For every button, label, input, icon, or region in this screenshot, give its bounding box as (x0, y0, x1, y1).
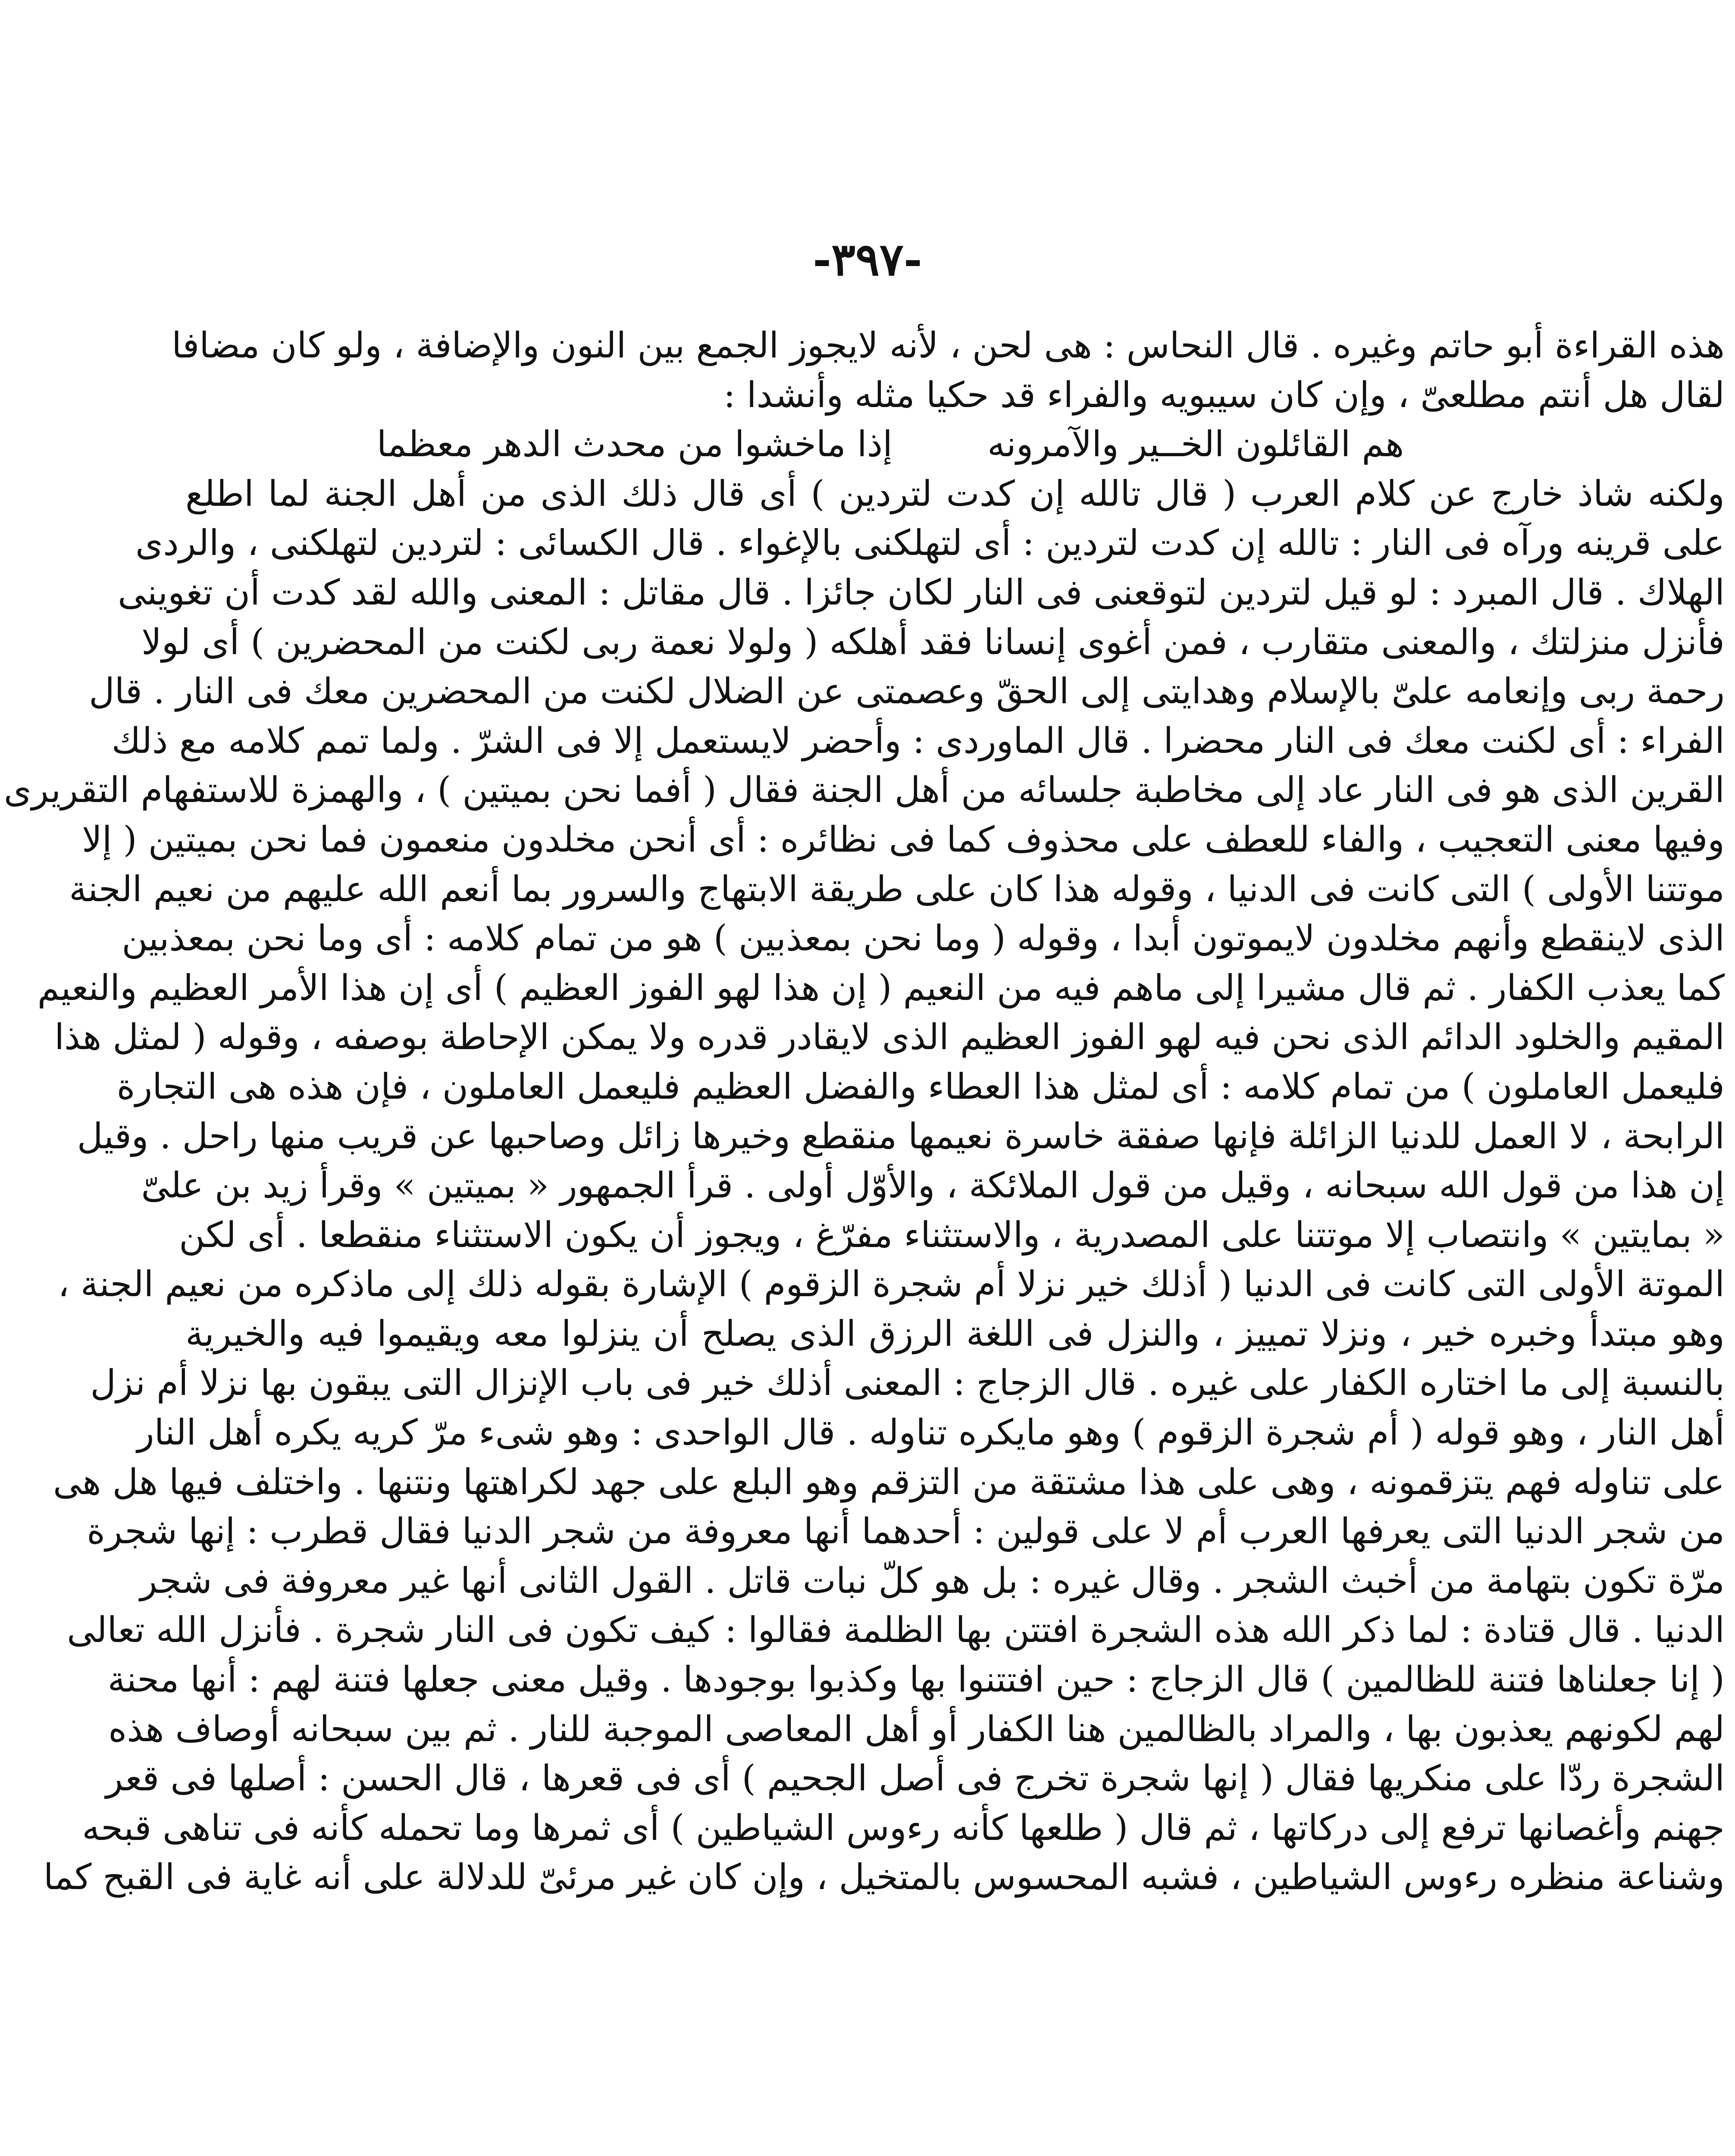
body-text (3, 321, 1725, 1902)
text-line: رحمة ربى وإنعامه علىّ بالإسلام وهدايتى إلى الحقّ وعصمتى عن الضلال لكنت من المحضرين معك فى النار . قال (89, 671, 1725, 712)
text-line: مرّة تكون بتهامة من أخبث الشجر . وقال غيره : بل هو كلّ نبات قاتل . القول الثانى أنها غير معروفة فى شجر (140, 1560, 1725, 1601)
text-line: وفيها معنى التعجيب ، والفاء للعطف على محذوف كما فى نظائره : أى أنحن مخلدون منعمون فما نحن بميتين ( إلا (82, 819, 1725, 860)
text-line: على تناوله فهم يتزقمونه ، وهى على هذا مشتقة من التزقم وهو البلع على جهد لكراهتها ونتنها . واختلف فيها هل هى (53, 1461, 1725, 1503)
text-line: وشناعة منظره رءوس الشياطين ، فشبه المحسوس بالمتخيل ، وإن كان غير مرئىّ للدلالة على أنه غاية فى القبح كما (43, 1857, 1725, 1898)
text-line: كما يعذب الكفار . ثم قال مشيرا إلى ماهم فيه من النعيم ( إن هذا لهو الفوز العظيم ) أى إن هذا الأمر العظيم والنعيم (37, 967, 1725, 1009)
text-line: موتتنا الأولى ) التى كانت فى الدنيا ، وقوله هذا كان على طريقة الابتهاج والسرور بما أنعم الله عليهم من نعيم الجنة (69, 868, 1725, 910)
text-line: من شجر الدنيا التى يعرفها العرب أم لا على قولين : أحدهما أنها معروفة من شجر الدنيا فقال قطرب : إنها شجرة (87, 1511, 1725, 1552)
text-line: إن هذا من قول الله سبحانه ، وقيل من قول الملائكة ، والأوّل أولى . قرأ الجمهور « بميتين » وقرأ زيد بن علىّ (141, 1165, 1725, 1206)
text-line: جهنم وأغصانها ترفع إلى دركاتها ، ثم قال ( طلعها كأنه رءوس الشياطين ) أى ثمرها وما تحمله كأنه فى تناهى قبحه (82, 1807, 1725, 1849)
text-line: وهو مبتدأ وخبره خير ، ونزلا تمييز ، والنزل فى اللغة الرزق الذى يصلح أن ينزلوا معه ويقيموا فيه والخيرية (185, 1313, 1725, 1354)
text-line: فأنزل منزلتك ، والمعنى متقارب ، فمن أغوى إنسانا فقد أهلكه ( ولولا نعمة ربى لكنت من المحضرين ) أى لولا (141, 621, 1725, 663)
text-line: ولكنه شاذ خارج عن كلام العرب ( قال تالله إن كدت لتردين ) أى قال ذلك الذى من أهل الجنة لما اطلع (185, 473, 1725, 514)
text-line: فليعمل العاملون ) من تمام كلامه : أى لمثل هذا العطاء والفضل العظيم فليعمل العاملون ، فإن هذه هى التجارة (116, 1066, 1725, 1107)
text-line: « بمايتين » وانتصاب إلا موتتنا على المصدرية ، والاستثناء مفرّغ ، ويجوز أن يكون الاستثناء منقطعا . أى لكن (179, 1214, 1725, 1256)
text-line: لقال هل أنتم مطلعىّ ، وإن كان سيبويه والفراء قد حكيا مثله وأنشدا : (723, 374, 1725, 416)
text-line: الدنيا . قال قتادة : لما ذكر الله هذه الشجرة افتتن بها الظلمة فقالوا : كيف تكون فى النار شجرة . فأنزل الله تعالى (67, 1610, 1725, 1651)
verse-first-hemistich: هم القائلون الخــير والآمرونه (987, 424, 1404, 465)
text-line: الهلاك . قال المبرد : لو قيل لتردين لتوقعنى فى النار لكان جائزا . قال مقاتل : المعنى والله لقد كدت أن تغوينى (118, 572, 1725, 613)
poetry-verse (185, 420, 1725, 470)
verse-second-hemistich: إذا ماخشوا من محدث الدهر معظما (376, 424, 893, 465)
text-line: الموتة الأولى التى كانت فى الدنيا ( أذلك خير نزلا أم شجرة الزقوم ) الإشارة بقوله ذلك إلى ماذكره من نعيم الجنة ، (58, 1264, 1725, 1305)
text-line: أهل النار ، وهو قوله ( أم شجرة الزقوم ) وهو مايكره تناوله . قال الواحدى : وهو شىء مرّ كريه يكره أهل النار (137, 1412, 1725, 1454)
text-line: الرابحة ، لا العمل للدنيا الزائلة فإنها صفقة خاسرة نعيمها منقطع وخيرها زائل وصاحبها عن قريب منها راحل . وقيل (77, 1116, 1725, 1157)
text-line: الذى لاينقطع وأنهم مخلدون لايموتون أبدا ، وقوله ( وما نحن بمعذبين ) هو من تمام كلامه : أى وما نحن بمعذبين (122, 918, 1725, 959)
text-line: هذه القراءة أبو حاتم وغيره . قال النحاس : هى لحن ، لأنه لايجوز الجمع بين النون والإضافة ، ولو كان مضافا (172, 325, 1725, 366)
text-line: القرين الذى هو فى النار عاد إلى مخاطبة جلسائه من أهل الجنة فقال ( أفما نحن بميتين ) ، والهمزة للاستفهام التقريرى (3, 770, 1725, 811)
text-line: الشجرة ردّا على منكريها فقال ( إنها شجرة تخرج فى أصل الجحيم ) أى فى قعرها ، قال الحسن : أصلها فى قعر (106, 1758, 1725, 1799)
text-line: الفراء : أى لكنت معك فى النار محضرا . قال الماوردى : وأحضر لايستعمل إلا فى الشرّ . ولما تمم كلامه مع ذلك (111, 720, 1725, 761)
text-line: المقيم والخلود الدائم الذى نحن فيه لهو الفوز العظيم الذى لايقادر قدره ولا يمكن الإحاطة بوصفه ، وقوله ( لمثل هذا (54, 1017, 1725, 1058)
text-line: بالنسبة إلى ما اختاره الكفار على غيره . قال الزجاج : المعنى أذلك خير فى باب الإنزال التى يبقون بها نزلا أم نزل (90, 1363, 1725, 1404)
page-number: -٣٩٧- (813, 233, 922, 286)
text-line: ( إنا جعلناها فتنة للظالمين ) قال الزجاج : حين افتتنوا بها وكذبوا بوجودها . وقيل معنى جعلها فتنة لهم : أنها محنة (107, 1659, 1725, 1701)
text-line: على قرينه ورآه فى النار : تالله إن كدت لتردين : أى لتهلكنى بالإغواء . قال الكسائى : لتردين لتهلكنى ، والردى (135, 523, 1725, 564)
text-line: لهم لكونهم يعذبون بها ، والمراد بالظالمين هنا الكفار أو أهل المعاصى الموجبة للنار . ثم بين سبحانه أوصاف هذه (108, 1708, 1725, 1750)
